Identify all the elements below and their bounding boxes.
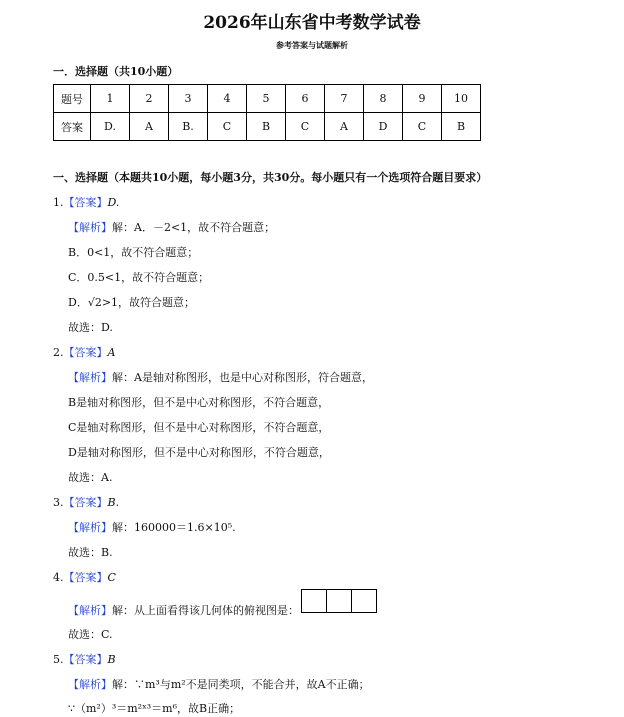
table-cell: A [130, 113, 169, 141]
table-cell: 8 [364, 85, 403, 113]
table-cell: B [247, 113, 286, 141]
row-label-answer: 答案 [54, 113, 91, 141]
section-heading-instructions: 一、选择题（本题共10小题，每小题3分，共30分。每小题只有一个选项符合题目要求） [53, 171, 488, 184]
page-title: 2026年山东省中考数学试卷 [203, 13, 421, 33]
table-cell: 10 [442, 85, 481, 113]
table-cell: C [403, 113, 442, 141]
question-2-line: 故选：A. [68, 471, 113, 484]
question-4-answer: 4.【答案】C [53, 571, 116, 584]
table-cell: B. [169, 113, 208, 141]
question-2-answer: 2.【答案】A [53, 346, 116, 359]
row-label-number: 题号 [54, 85, 91, 113]
question-5-line: ∵（m²）³＝m²ˣ³＝m⁶，故B正确； [68, 702, 241, 715]
table-cell: 2 [130, 85, 169, 113]
question-1-line: C．0.5<1，故不符合题意； [68, 271, 210, 284]
question-1-analysis: 【解析】解：A．－2<1，故不符合题意； [68, 221, 276, 234]
top-view-square [351, 589, 377, 613]
question-2-line: C是轴对称图形，但不是中心对称图形，不符合题意， [68, 421, 330, 434]
table-cell: D. [91, 113, 130, 141]
question-1-answer: 1.【答案】D. [53, 196, 120, 209]
table-cell: C [286, 113, 325, 141]
table-cell: A [325, 113, 364, 141]
page-subtitle: 参考答案与试题解析 [276, 40, 348, 50]
section-heading-choice: 一．选择题（共10小题） [53, 65, 179, 78]
top-view-square [301, 589, 327, 613]
answer-table [53, 84, 481, 141]
top-view-square [326, 589, 352, 613]
question-3-answer: 3.【答案】B. [53, 496, 120, 509]
question-1-line: 故选：D. [68, 321, 113, 334]
question-2-analysis: 【解析】解：A是轴对称图形，也是中心对称图形，符合题意， [68, 371, 373, 384]
question-5-analysis: 【解析】解：∵m³与m²不是同类项，不能合并，故A不正确； [68, 678, 370, 691]
table-cell: B [442, 113, 481, 141]
question-2-line: D是轴对称图形，但不是中心对称图形，不符合题意， [68, 446, 330, 459]
table-cell: 9 [403, 85, 442, 113]
table-cell: D [364, 113, 403, 141]
question-3-line: 故选：B. [68, 546, 113, 559]
question-4-analysis: 【解析】解：从上面看得该几何体的俯视图是： [68, 604, 299, 617]
question-4-line: 故选：C. [68, 628, 113, 641]
table-cell: 7 [325, 85, 364, 113]
table-row-answers [54, 113, 481, 141]
table-cell: 1 [91, 85, 130, 113]
table-cell: C [208, 113, 247, 141]
question-2-line: B是轴对称图形，但不是中心对称图形，不符合题意， [68, 396, 330, 409]
table-cell: 3 [169, 85, 208, 113]
table-row-numbers [54, 85, 481, 113]
table-cell: 5 [247, 85, 286, 113]
question-1-line: D．√2>1，故符合题意； [68, 296, 196, 309]
table-cell: 4 [208, 85, 247, 113]
question-5-answer: 5.【答案】B [53, 653, 116, 666]
table-cell: 6 [286, 85, 325, 113]
question-3-analysis: 【解析】解：160000＝1.6×10⁵. [68, 521, 236, 534]
question-1-line: B．0<1，故不符合题意； [68, 246, 199, 259]
